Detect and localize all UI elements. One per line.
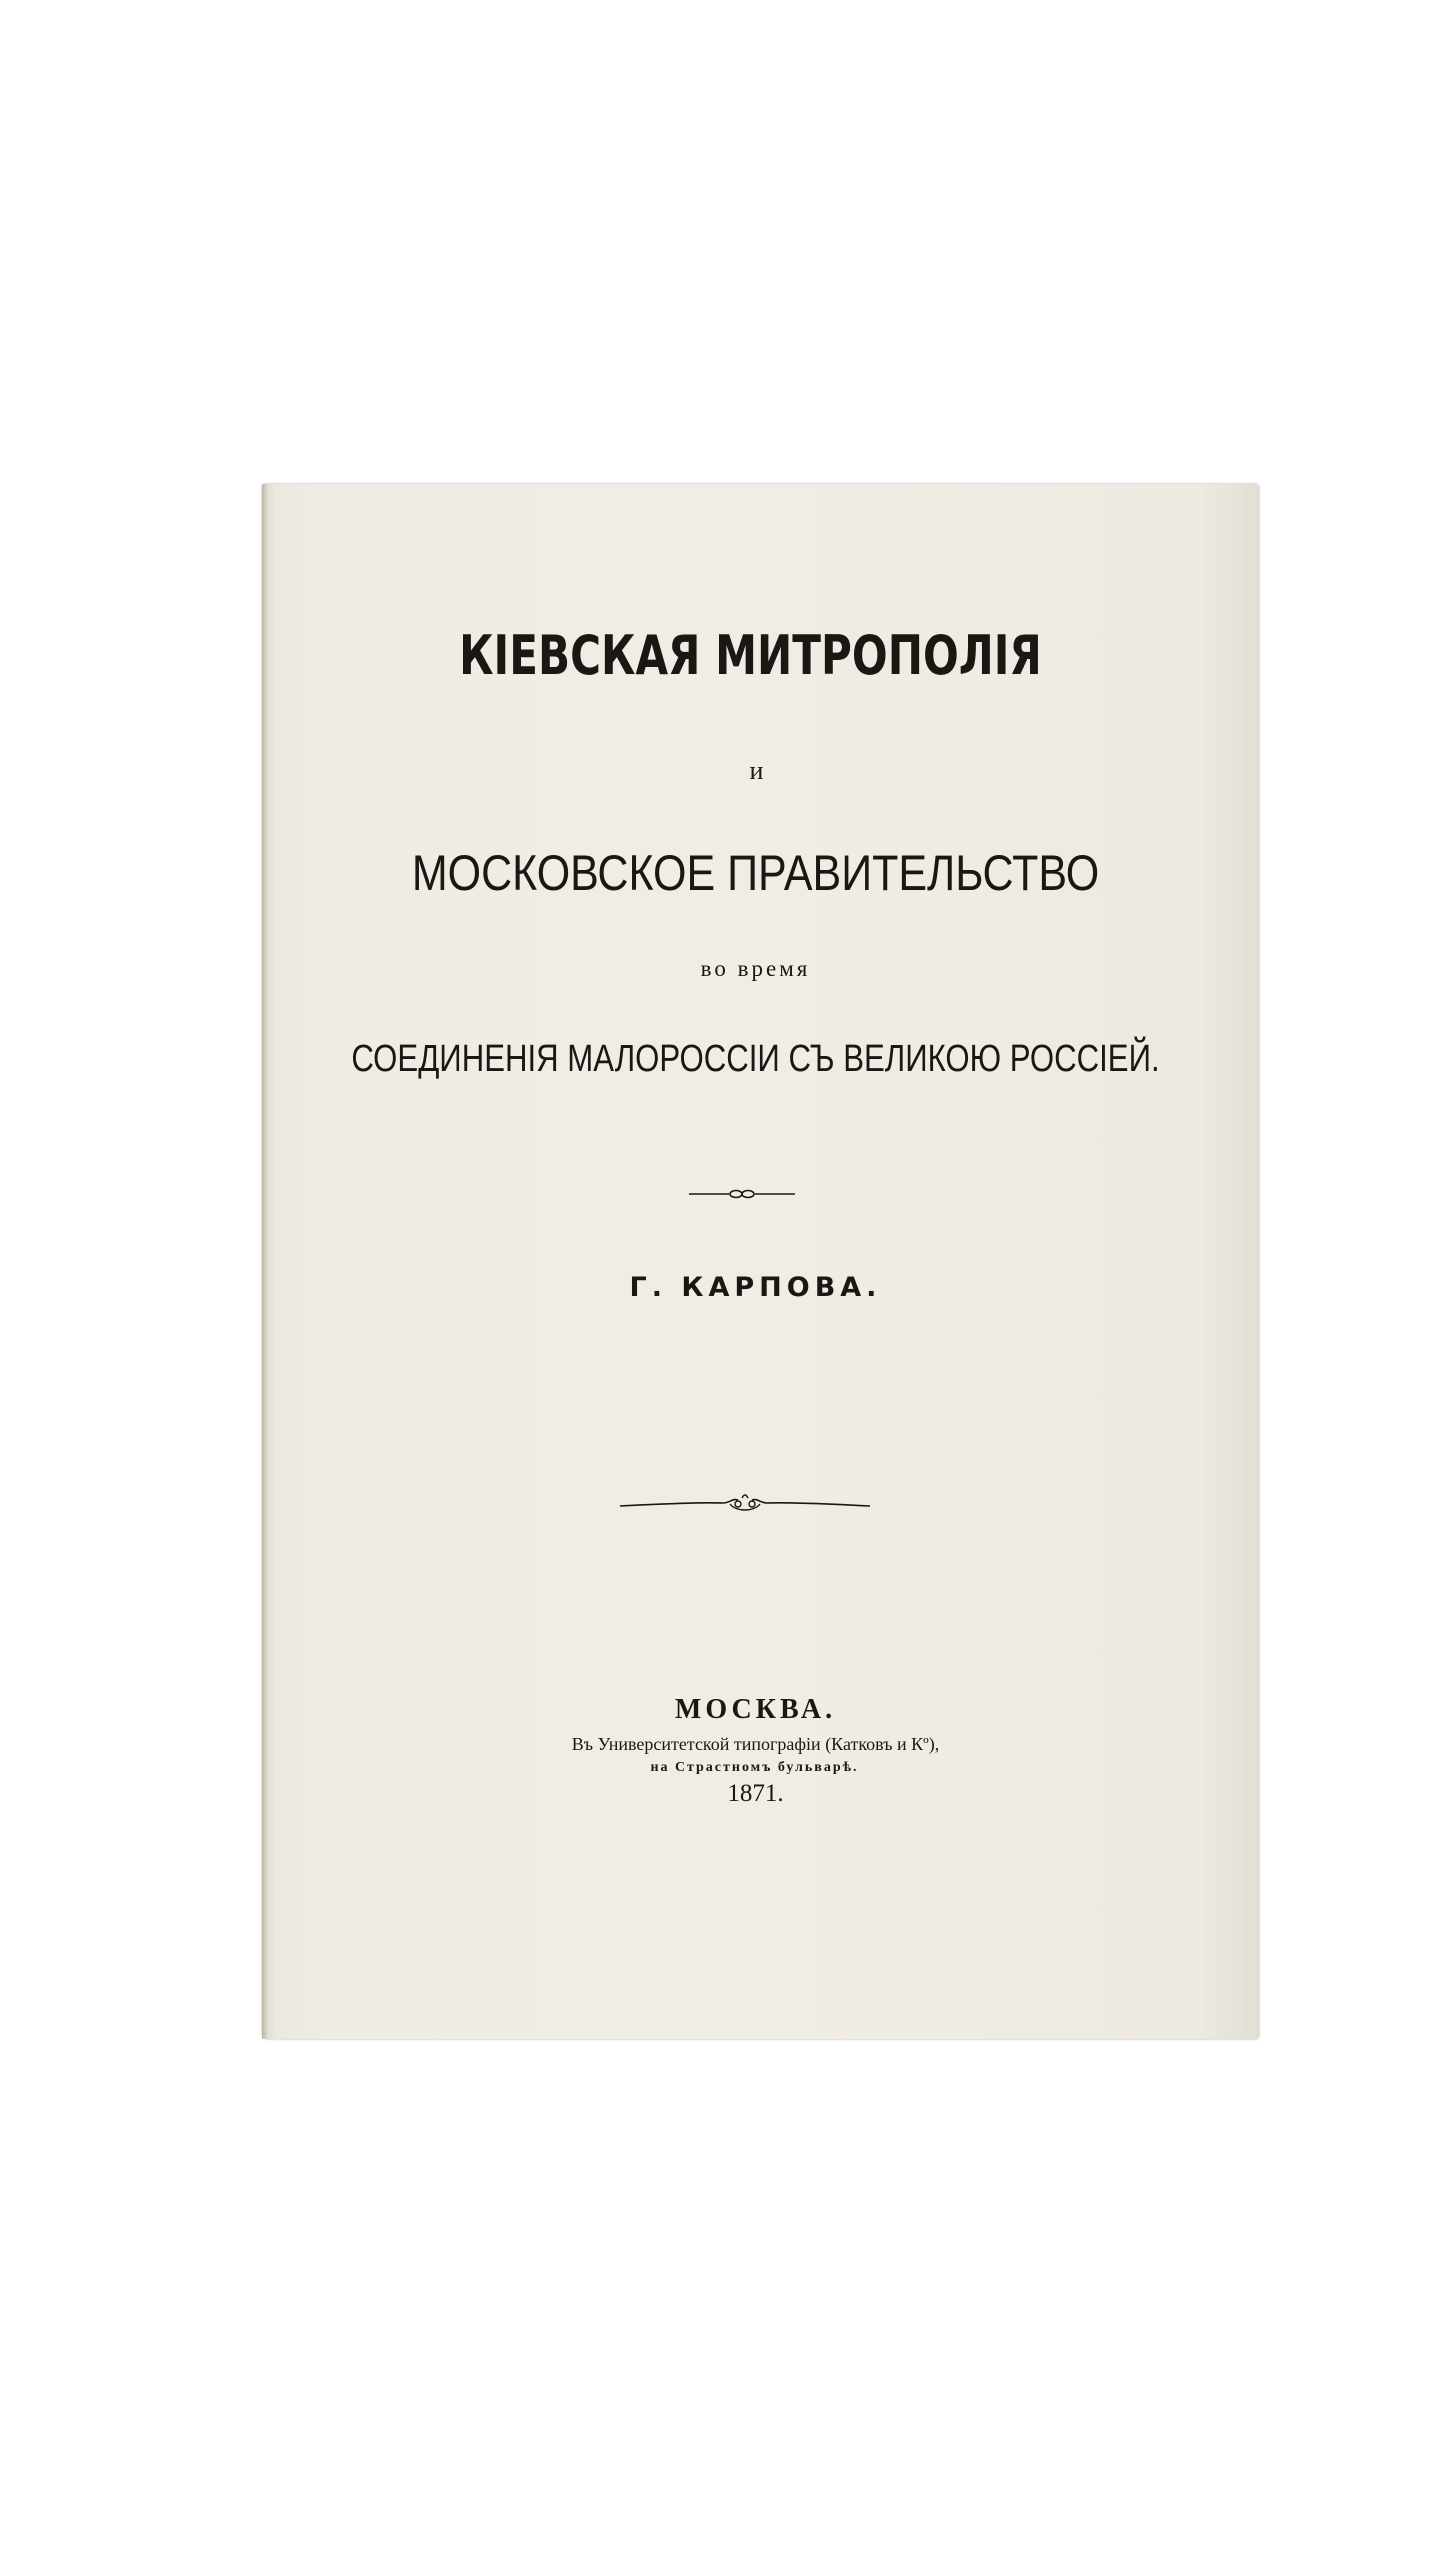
title-conjunction: и	[749, 756, 764, 785]
book-subtitle: МОСКОВСКОЕ ПРАВИТЕЛЬСТВО	[411, 845, 1100, 901]
small-ornament-icon	[687, 1184, 797, 1204]
publication-year: 1871.	[727, 1780, 784, 1807]
event-line: СОЕДИНЕНІЯ МАЛОРОССІИ СЪ ВЕЛИКОЮ РОССІЕЙ.	[351, 1038, 1160, 1080]
flourish-ornament-icon	[618, 1492, 872, 1516]
printer-line: Въ Университетской типографіи (Катковъ и Кº),	[571, 1734, 940, 1754]
title-page	[262, 484, 1259, 2039]
author-name: Г. КАРПОВА.	[629, 1272, 882, 1303]
book-title: КІЕВСКАЯ МИТРОПОЛІЯ	[459, 624, 1042, 687]
time-phrase: во время	[700, 956, 811, 981]
printer-address: на Страстномъ бульварѣ.	[650, 1760, 859, 1775]
publication-city: МОСКВА.	[674, 1694, 837, 1725]
